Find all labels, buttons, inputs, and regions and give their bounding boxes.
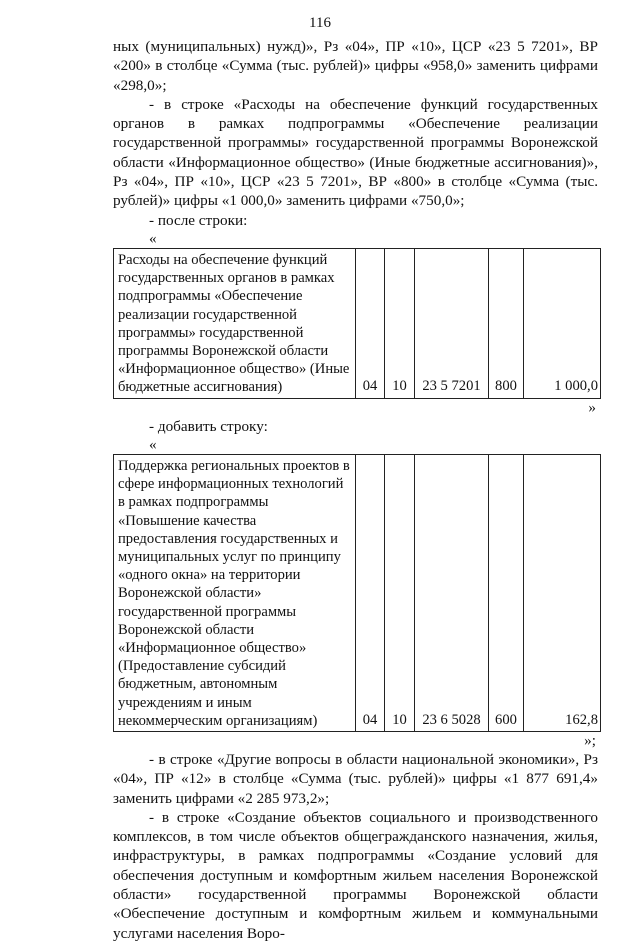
paragraph-2: - в строке «Расходы на обеспечение функций государственных органов в рамках подпрограммы «Обеспечение реализации государственной программы» государственной программы Воронежской области «Информационное общество» (Иные бюджетные ассигнования)», Рз «04», ПР «10», ЦСР «23 5 7201», ВР «800» в столбце «Сумма (тыс. рублей)» цифры «1 000,0» заменить цифрами «750,0»;: [113, 95, 598, 210]
quote-close-2: »;: [584, 731, 596, 749]
row-name-cell: Расходы на обеспечение функций государственных органов в рамках подпрограммы «Обеспечение реализации государственной программы» государственной программы Воронежской области «Информационное общество» (Иные бюджетные ассигнования): [114, 248, 356, 398]
add-row-label: - добавить строку:: [149, 417, 268, 435]
table-row: [114, 248, 601, 398]
paragraph-3: - в строке «Другие вопросы в области национальной экономики», Рз «04», ПР «12» в столбце «Сумма (тыс. рублей)» цифры «1 877 691,4» заменить цифрами «2 285 973,2»;: [113, 750, 598, 807]
pr-cell: 10: [385, 248, 415, 398]
quote-open-2: «: [149, 435, 157, 453]
quote-open-1: «: [149, 229, 157, 247]
sum-cell: 1 000,0: [524, 248, 601, 398]
table-row: [114, 454, 601, 731]
existing-row-table: [113, 248, 601, 399]
sum-cell: 162,8: [524, 454, 601, 731]
new-row-table: [113, 454, 601, 732]
csr-cell: 23 6 5028: [415, 454, 489, 731]
rz-cell: 04: [356, 248, 385, 398]
vr-cell: 800: [489, 248, 524, 398]
paragraph-4: - в строке «Создание объектов социального и производственного комплексов, в том числе объектов общегражданского назначения, жилья, инфраструктуры, в рамках подпрограммы «Создание условий для обеспечения доступным и комфортным жильем населения Воронежской области» государственной программы Воронежской области «Обеспечение доступным и комфортным жильем и коммунальными услугами населения Воро-: [113, 808, 598, 942]
quote-close-1: »: [588, 398, 596, 416]
page-number: 116: [309, 15, 331, 31]
rz-cell: 04: [356, 454, 385, 731]
document-body: [113, 37, 598, 943]
row-name-cell: Поддержка региональных проектов в сфере информационных технологий в рамках подпрограммы «Повышение качества предоставления государственных и муниципальных услуг по принципу «одного окна» на территории Воронежской области» государственной программы Воронежской области «Информационное общество» (Предоставление субсидий бюджетным, автономным учреждениям и иным некоммерческим организациям): [114, 454, 356, 731]
paragraph-1: ных (муниципальных) нужд)», Рз «04», ПР «10», ЦСР «23 5 7201», ВР «200» в столбце «Сумма (тыс. рублей)» цифры «958,0» заменить цифрами «298,0»;: [113, 38, 598, 94]
pr-cell: 10: [385, 454, 415, 731]
after-row-label: - после строки:: [149, 211, 248, 229]
vr-cell: 600: [489, 454, 524, 731]
csr-cell: 23 5 7201: [415, 248, 489, 398]
